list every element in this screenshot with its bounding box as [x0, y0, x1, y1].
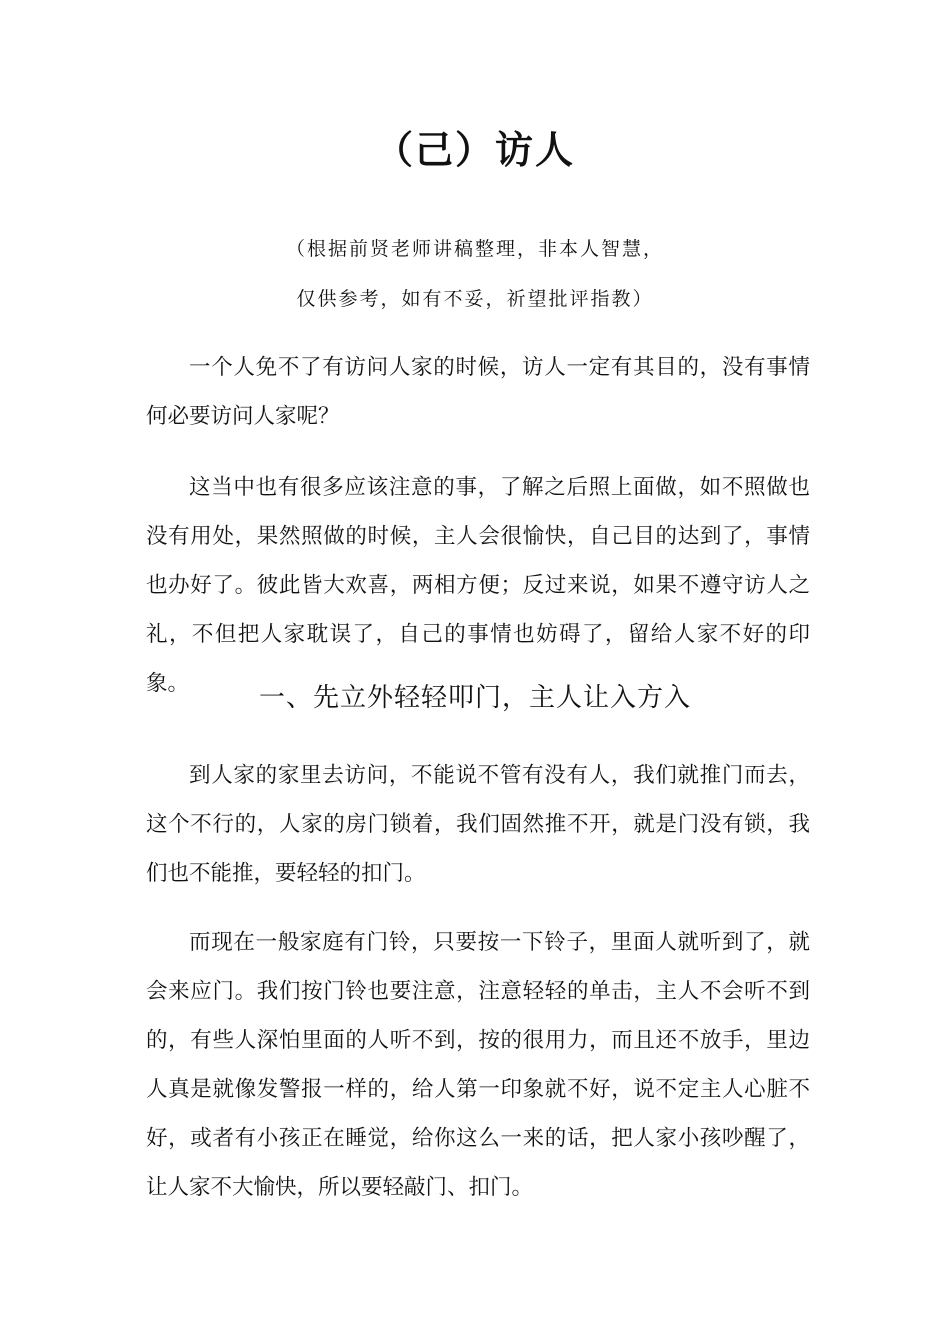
paragraph-2: 这当中也有很多应该注意的事，了解之后照上面做，如不照做也没有用处，果然照做的时候，主人会很愉快，自己目的达到了，事情也办好了。彼此皆大欢喜，两相方便；反过来说，如果不遵守访人之礼，不但把人家耽误了，自己的事情也妨碍了，留给人家不好的印象。: [146, 475, 810, 696]
paragraph-1: 一个人免不了有访问人家的时候，访人一定有其目的，没有事情何必要访问人家呢？: [146, 355, 810, 429]
page-title: （己）访人: [374, 128, 575, 172]
source-note-line-1: （根据前贤老师讲稿整理，非本人智慧，: [285, 238, 664, 260]
paragraph-3: 到人家的家里去访问，不能说不管有没有人，我们就推门而去，这个不行的，人家的房门锁着，我们固然推不开，就是门没有锁，我们也不能推，要轻轻的扣门。: [146, 763, 810, 886]
section-heading: 一、先立外轻轻叩门，主人让入方入: [258, 683, 691, 713]
paragraph-4: 而现在一般家庭有门铃，只要按一下铃子，里面人就听到了，就会来应门。我们按门铃也要注意，注意轻轻的单击，主人不会听不到的，有些人深怕里面的人听不到，按的很用力，而且还不放手，里边人真是就像发警报一样的，给人第一印象就不好，说不定主人心脏不好，或者有小孩正在睡觉，给你这么一来的话，把人家小孩吵醒了，让人家不大愉快，所以要轻敲门、扣门。: [146, 930, 810, 1200]
source-note-line-2: 仅供参考，如有不妥，祈望批评指教）: [296, 288, 654, 310]
